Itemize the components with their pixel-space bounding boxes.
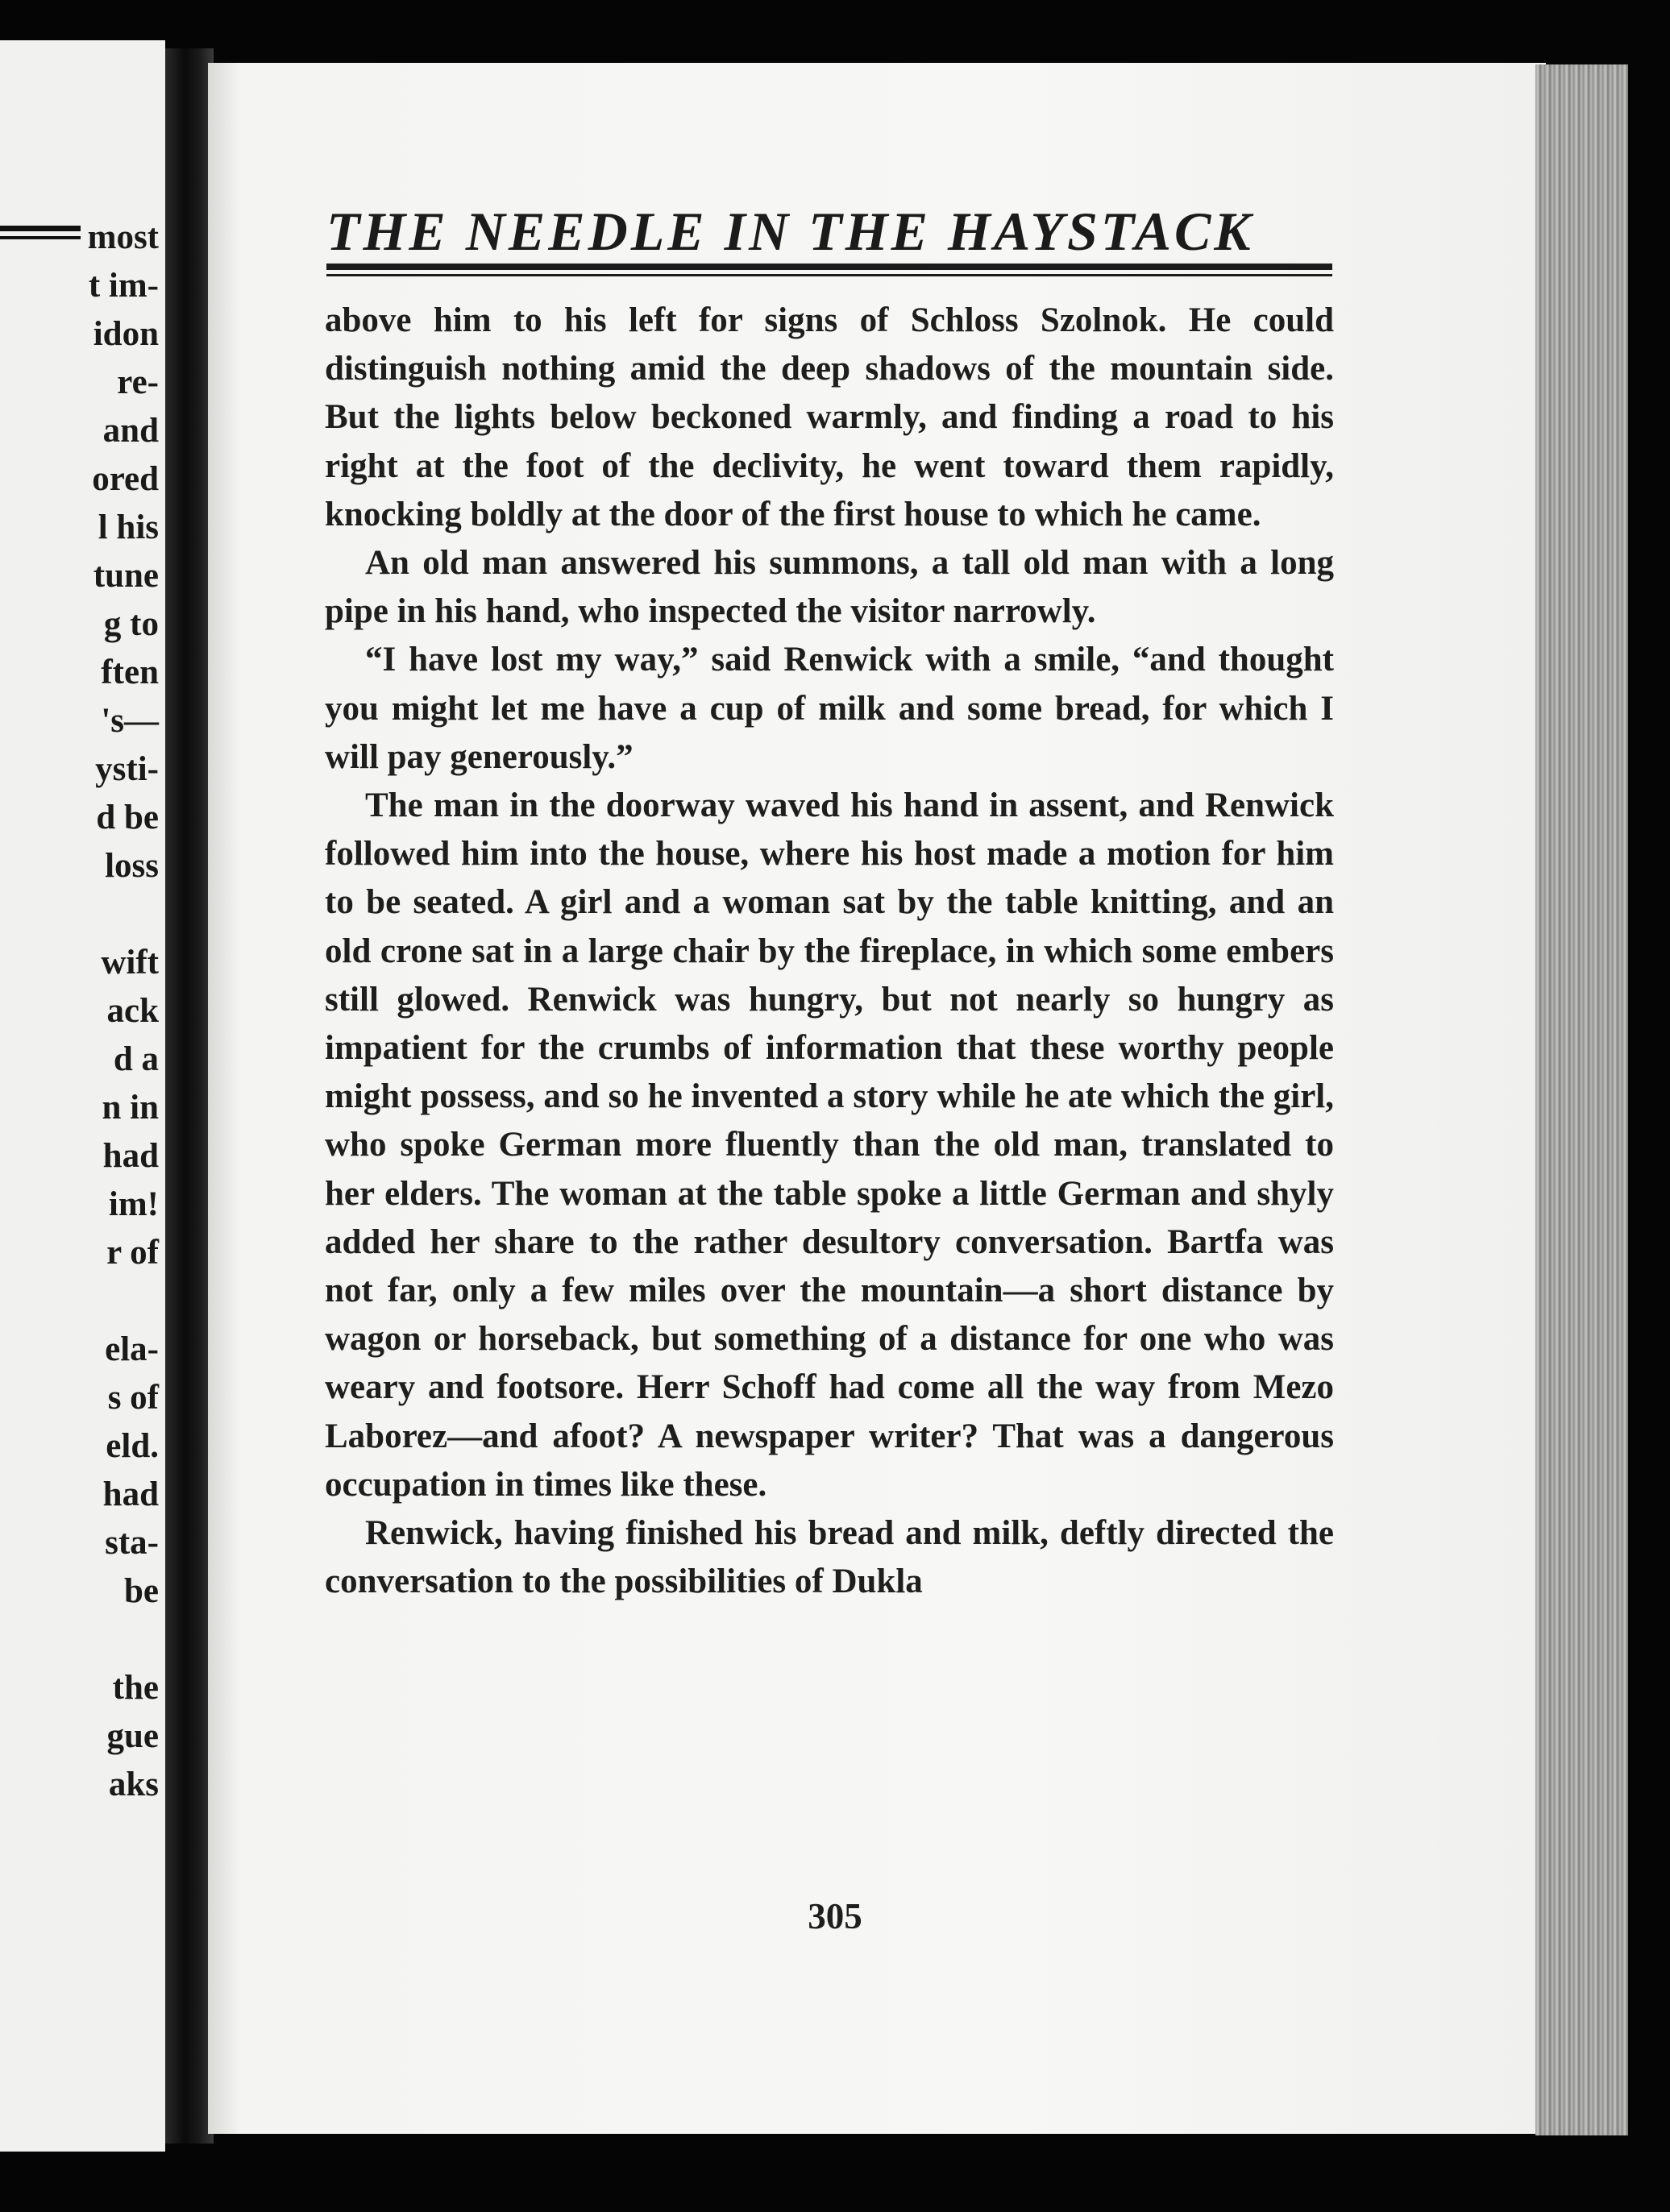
paragraph: Renwick, having finished his bread and milk, deftly directed the conversation to the possibilities of Dukla (325, 1514, 1334, 1601)
facing-page-line: the (112, 1669, 159, 1707)
facing-page-line: ack (106, 992, 159, 1030)
facing-page-line: 's— (101, 702, 159, 740)
header-rule-thick (326, 264, 1332, 270)
facing-page-line: and (102, 412, 159, 450)
paragraph: above him to his left for signs of Schloss Szolnok. He could distinguish nothing amid the deep shadows of the mountain side. But the lights below beckoned warmly, and finding a road to his right at the foot of the declivity, he went toward them rapidly, knocking boldly at the door of the first house to which he came. (325, 301, 1334, 533)
body-text (325, 297, 1334, 1606)
facing-page-line: n in (102, 1089, 159, 1127)
paragraph: An old man answered his summons, a tall old man with a long pipe in his hand, who inspected the visitor narrowly. (325, 544, 1334, 631)
facing-page-line: loss (105, 847, 159, 885)
running-head: THE NEEDLE IN THE HAYSTACK (326, 201, 1254, 262)
paragraph: The man in the doorway waved his hand in assent, and Renwick followed him into the house, where his host made a motion for him to be seated. A girl and a woman sat by the table knitting, and an old crone sat in a large chair by the fireplace, in which some embers still glowed. Renwick was hungry, but not nearly so hungry as impatient for the crumbs of information that these worthy people might possess, and so he invented a story while he ate which the girl, who spoke German more fluently than the old man, translated to her elders. The woman at the table spoke a little German and shyly added her share to the rather desultory conversation. Bartfa was not far, only a few miles over the mountain—a short distance by wagon or horseback, but something of a distance for one who was weary and footsore. Herr Schoff had come all the way from Mezo Laborez—and afoot? A newspaper writer? That was a dangerous occupation in times like these. (325, 786, 1334, 1504)
book-gutter (165, 48, 214, 2144)
header-rule-thin (326, 274, 1332, 276)
facing-page-line: idon (93, 315, 159, 353)
facing-page-line: eld. (106, 1427, 159, 1465)
facing-page-line: be (124, 1572, 159, 1610)
facing-page-rule (0, 236, 81, 239)
facing-page-line: g to (103, 605, 159, 643)
facing-page-line: wift (101, 944, 159, 981)
facing-page-line: most (87, 218, 159, 256)
facing-page-line: l his (98, 508, 159, 546)
facing-page-line: ored (92, 460, 159, 498)
facing-page-line: tune (93, 557, 159, 595)
facing-page-line: d be (96, 799, 159, 836)
page-number: 305 (808, 1896, 862, 1936)
facing-page-line: had (102, 1137, 159, 1175)
facing-page-line: ften (101, 654, 159, 691)
facing-page-line: ela- (105, 1330, 159, 1368)
facing-page-line: s of (107, 1379, 159, 1417)
facing-page-rule (0, 226, 81, 231)
facing-page-line: ysti- (95, 750, 159, 788)
paragraph: “I have lost my way,” said Renwick with a smile, “and thought you might let me have a cup of milk and some bread, for which I will pay generously.” (325, 641, 1334, 776)
facing-page-line: im! (108, 1185, 159, 1223)
facing-page-line: t im- (88, 267, 159, 305)
facing-page-line: gue (106, 1717, 159, 1755)
facing-page (0, 40, 165, 2152)
facing-page-line: r of (106, 1234, 159, 1272)
facing-page-line: aks (108, 1766, 159, 1803)
facing-page-line: had (102, 1475, 159, 1513)
facing-page-line: sta- (105, 1524, 159, 1562)
page-edges (1535, 64, 1628, 2135)
facing-page-line: d a (113, 1040, 159, 1078)
facing-page-line: re- (117, 363, 159, 401)
